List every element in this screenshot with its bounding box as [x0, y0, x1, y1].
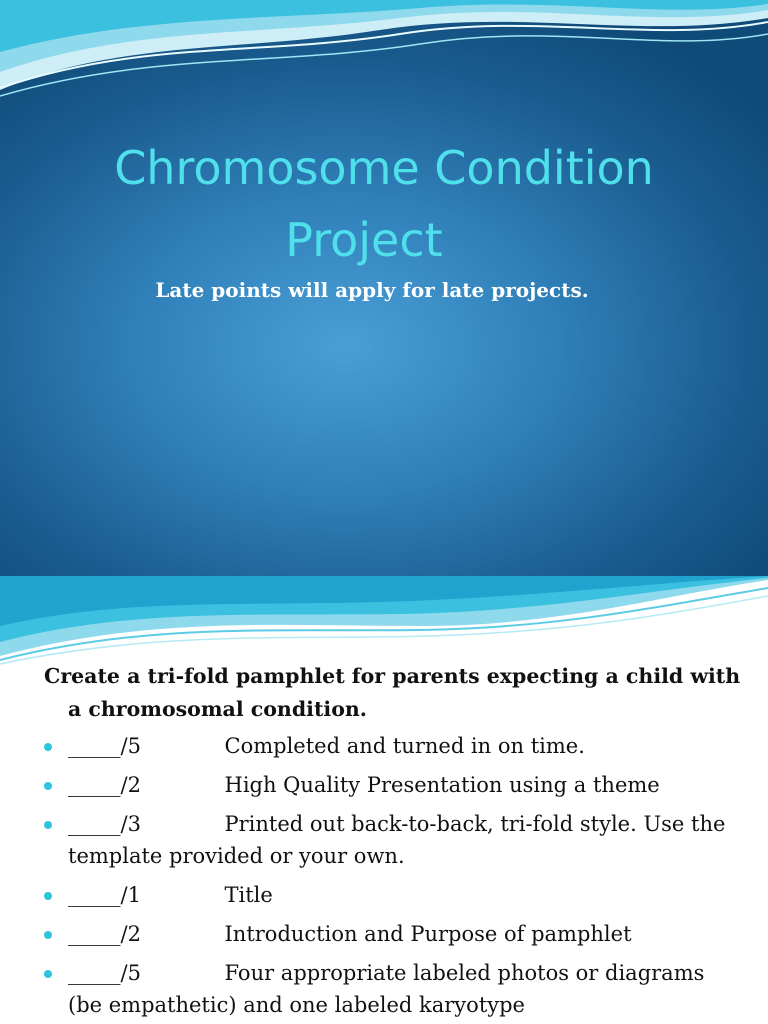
rubric-item-text: High Quality Presentation using a theme	[224, 773, 660, 797]
bullet-icon	[44, 931, 52, 939]
rubric-item	[44, 957, 744, 1021]
score-points: /3	[120, 812, 141, 836]
header-wave-decoration	[0, 576, 768, 666]
score-points: /1	[120, 883, 141, 907]
score-blank: _____	[68, 773, 121, 797]
score-blank: _____	[68, 922, 121, 946]
rubric-item	[44, 730, 744, 762]
rubric-list	[44, 730, 744, 1021]
rubric-slide	[0, 576, 768, 1024]
bullet-icon	[44, 743, 52, 751]
rubric-item	[44, 879, 744, 911]
slide-title	[0, 132, 768, 276]
score-points: /2	[120, 773, 141, 797]
score-blank: _____	[68, 812, 121, 836]
rubric-item	[44, 918, 744, 950]
score-points: /5	[120, 734, 141, 758]
bullet-icon	[44, 970, 52, 978]
rubric-item-text: Title	[224, 883, 273, 907]
bullet-icon	[44, 821, 52, 829]
score-points: /5	[120, 961, 141, 985]
header-wave-decoration	[0, 0, 768, 110]
bullet-icon	[44, 782, 52, 790]
score-blank: _____	[68, 734, 121, 758]
rubric-item-text: Completed and turned in on time.	[224, 734, 585, 758]
score-blank: _____	[68, 883, 121, 907]
rubric-item-text: Introduction and Purpose of pamphlet	[224, 922, 632, 946]
slide-subtitle: Late points will apply for late projects.	[155, 278, 589, 302]
bullet-icon	[44, 892, 52, 900]
rubric-item	[44, 769, 744, 801]
score-points: /2	[120, 922, 141, 946]
rubric-content	[44, 660, 744, 1024]
rubric-item	[44, 808, 744, 872]
slide-title-line-2: Project	[285, 213, 443, 267]
rubric-item-text: Four appropriate labeled photos or diagrams (be empathetic) and one labeled karyotype	[68, 961, 705, 1017]
score-blank: _____	[68, 961, 121, 985]
rubric-intro: Create a tri-fold pamphlet for parents expecting a child with a chromosomal condition.	[44, 664, 741, 721]
slide-title-line-1: Chromosome Condition	[114, 141, 654, 195]
rubric-item-text: Printed out back-to-back, tri-fold style. Use the template provided or your own.	[68, 812, 726, 868]
